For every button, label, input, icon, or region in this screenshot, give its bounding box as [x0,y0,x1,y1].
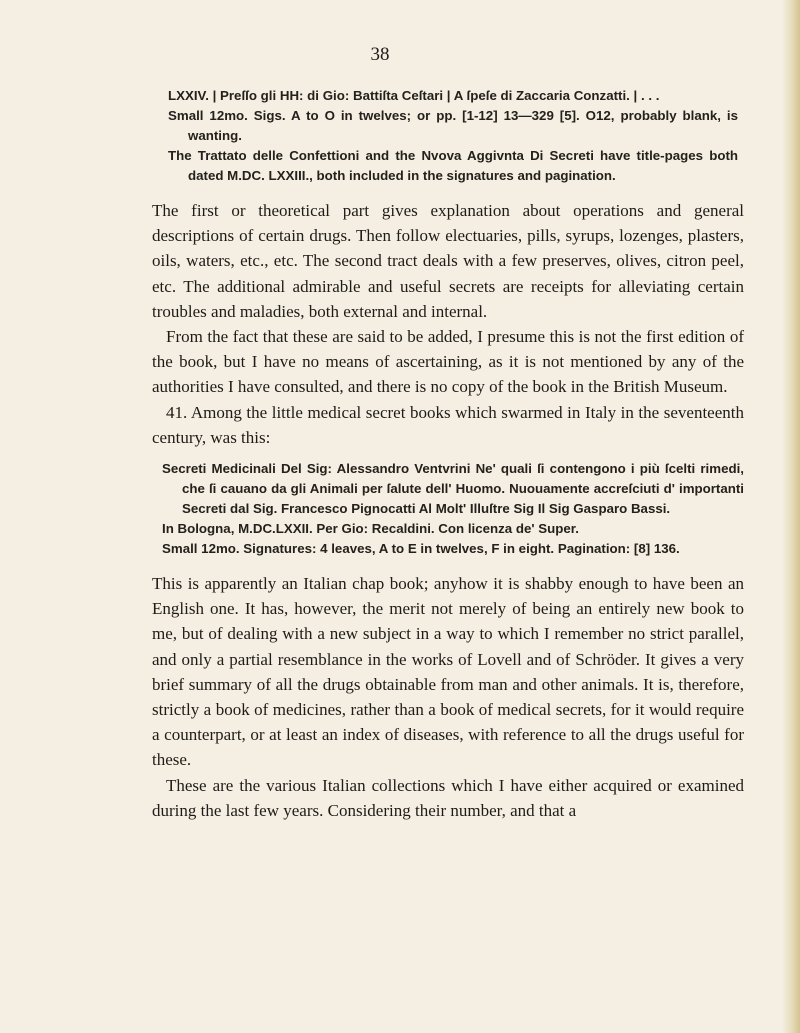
page-number: 38 [370,44,390,65]
paragraph: The first or theoretical part gives explanation about operations and general descriptions of certain drugs. Then follow electuaries, pills, syrups, lozenges, plasters, oils, waters, etc., etc. The second tract deals with a few preserves, olives, citron peel, etc. The additional admirable and useful secrets are receipts for alleviating certain troubles and maladies, both external and internal. [152,201,744,321]
entry-collation: Small 12mo. Sigs. A to O in twelves; or pp. [1-12] 13—329 [5]. O12, probably blank, is wanting. [168,108,738,143]
entry-collation: Small 12mo. Signatures: 4 leaves, A to E in twelves, F in eight. Pagination: [8] 136. [162,541,680,557]
paragraph: These are the various Italian collections which I have either acquired or examined during the last few years. Considering their number, and that a [152,775,744,820]
paragraph: From the fact that these are said to be added, I presume this is not the first edition of the book, but I have no means of ascertaining, as it is not mentioned by any of the authorities I have consulted, and there is no copy of the book in the British Museum. [152,327,744,397]
bibliographic-entry-lxxiv [168,86,738,186]
entry-note: The Trattato delle Confettioni and the Nvova Aggivnta Di Secreti have title-pages both dated M.DC. LXXIII., both included in the signatures and pagination. [168,148,738,183]
page-edge-shading [782,0,800,1033]
body-text-section-b [152,571,744,823]
paragraph: This is apparently an Italian chap book; anyhow it is shabby enough to have been an English one. It has, however, the merit not merely of being an entirely new book to me, but of dealing with a new subject in a way to which I remember no strict parallel, and only a partial resemblance in the works of Lovell and of Schröder. It gives a very brief summary of all the drugs obtainable from man and other animals. It is, therefore, strictly a book of medicines, rather than a book of medical secrets, for it would require a counterpart, or at least an index of diseases, with reference to all the drugs useful for these. [152,574,744,770]
entry-imprint: In Bologna, M.DC.LXXII. Per Gio: Recaldini. Con licenza de' Super. [162,521,579,537]
bibliographic-entry-41 [162,459,744,559]
paragraph: 41. Among the little medical secret books which swarmed in Italy in the seventeenth century, was this: [152,402,744,447]
entry-title: LXXIV. | Preſſo gli HH: di Gio: Battiſta Ceſtari | A ſpeſe di Zaccaria Conzatti. | . . . [168,88,660,103]
page-content [152,86,744,823]
entry-title: Secreti Medicinali Del Sig: Alessandro Ventvrini Ne' quali ſi contengono i più ſcelti rimedi, che ſi cauano da gli Animali per ſalute dell' Huomo. Nuouamente accreſciuti d' importanti Secreti dal Sig. Francesco Pignocatti Al Molt' Illuſtre Sig Il Sig Gasparo Bassi. [162,461,744,517]
body-text-section-a [152,198,744,450]
